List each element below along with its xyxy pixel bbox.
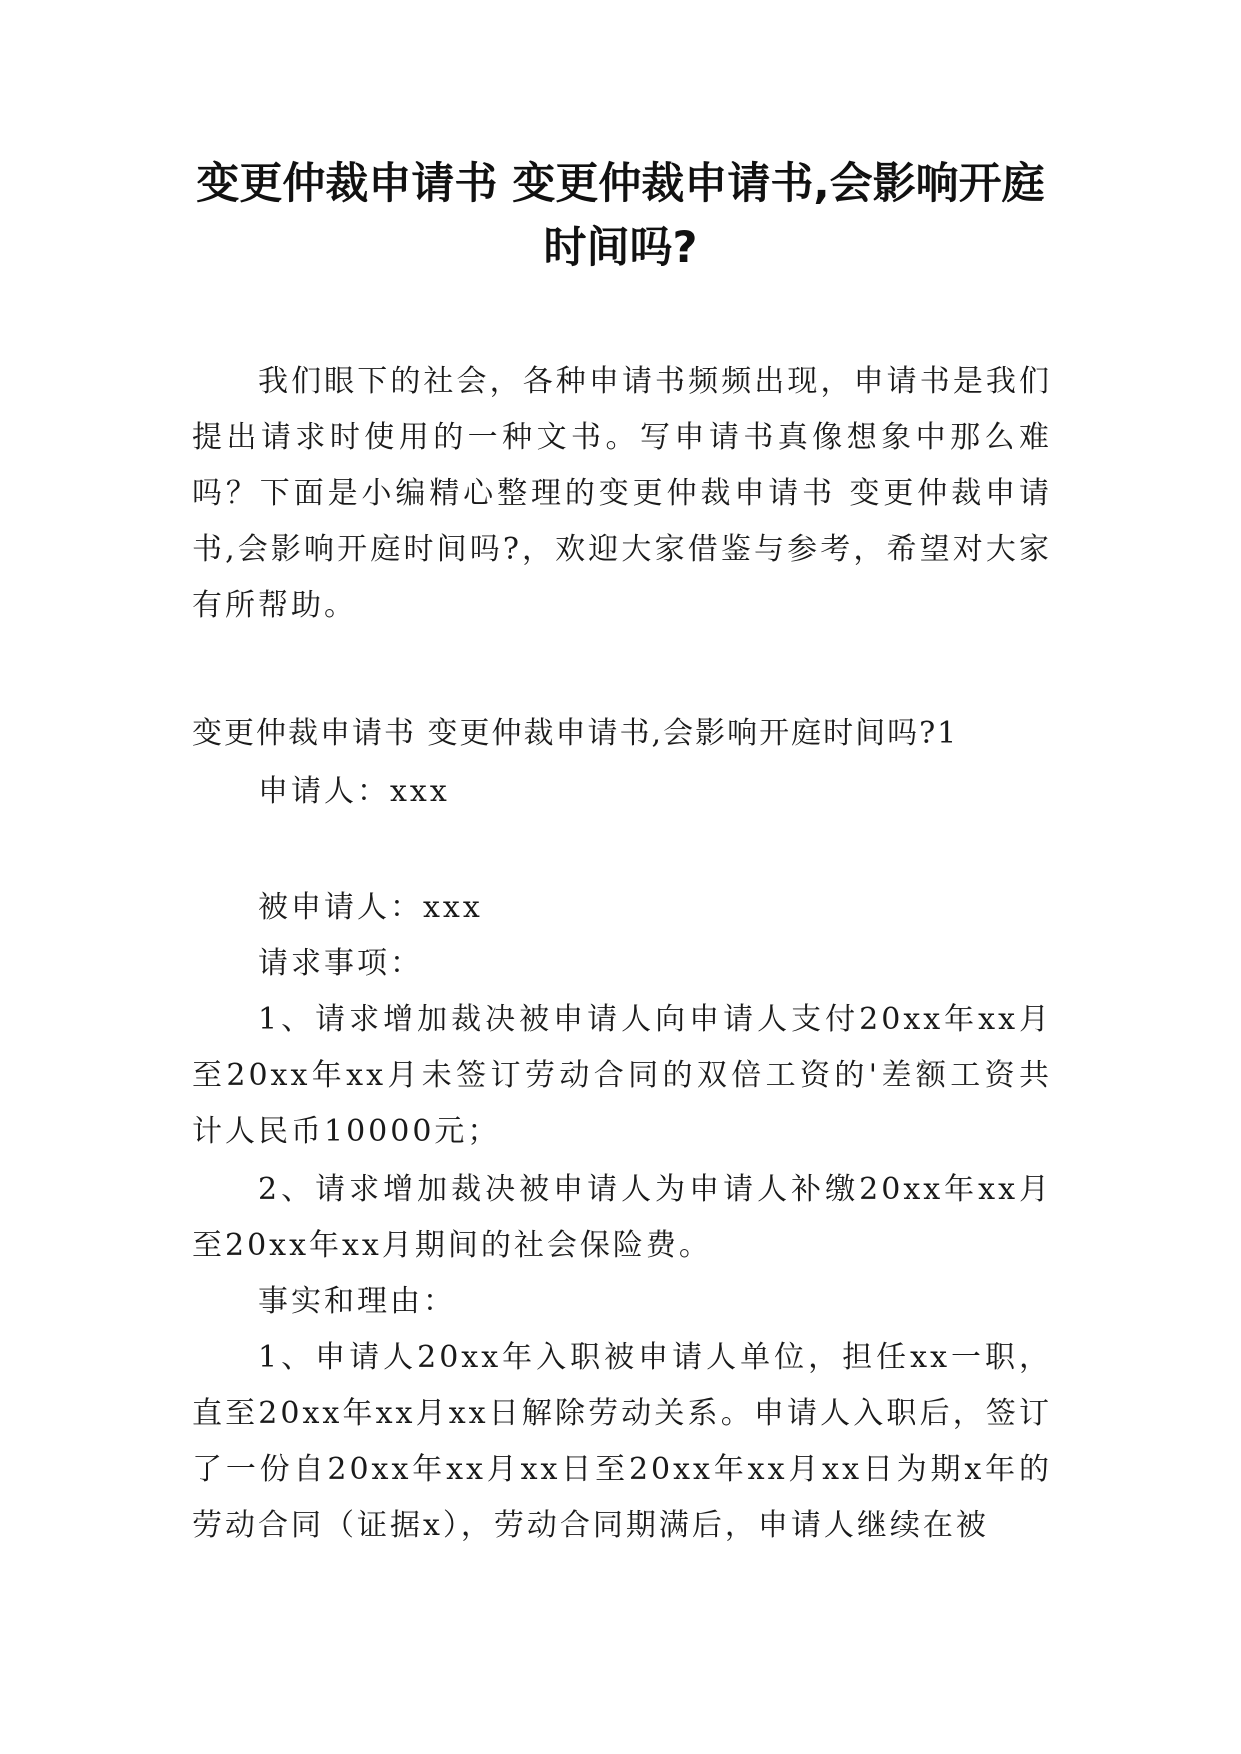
requests-label: 请求事项： — [258, 946, 423, 981]
applicant-line: 申请人：xxx — [258, 774, 450, 809]
request-item-2: 2、请求增加裁决被申请人为申请人补缴20xx年xx月至20xx年xx月期间的社会保险费。 — [192, 1172, 1052, 1263]
request-item-1: 1、请求增加裁决被申请人向申请人支付20xx年xx月至20xx年xx月未签订劳动合同的双倍工资的'差额工资共计人民币10000元； — [192, 1002, 1052, 1149]
document-title: 变更仲裁申请书 变更仲裁申请书,会影响开庭时间吗? — [196, 159, 1045, 273]
intro-paragraph: 我们眼下的社会，各种申请书频频出现，申请书是我们提出请求时使用的一种文书。写申请书真像想象中那么难吗？下面是小编精心整理的变更仲裁申请书 变更仲裁申请书,会影响开庭时间吗?，欢迎大家借鉴与参考，希望对大家有所帮助。 — [192, 364, 1052, 623]
respondent-line: 被申请人：xxx — [258, 890, 483, 925]
fact-item-1: 1、申请人20xx年入职被申请人单位，担任xx一职，直至20xx年xx月xx日解除劳动关系。申请人入职后，签订了一份自20xx年xx月xx日至20xx年xx月xx日为期x年的劳动合同（证据x），劳动合同期满后，申请人继续在被 — [192, 1340, 1052, 1543]
facts-label: 事实和理由： — [258, 1284, 456, 1319]
section-heading: 变更仲裁申请书 变更仲裁申请书,会影响开庭时间吗?1 — [192, 716, 959, 751]
